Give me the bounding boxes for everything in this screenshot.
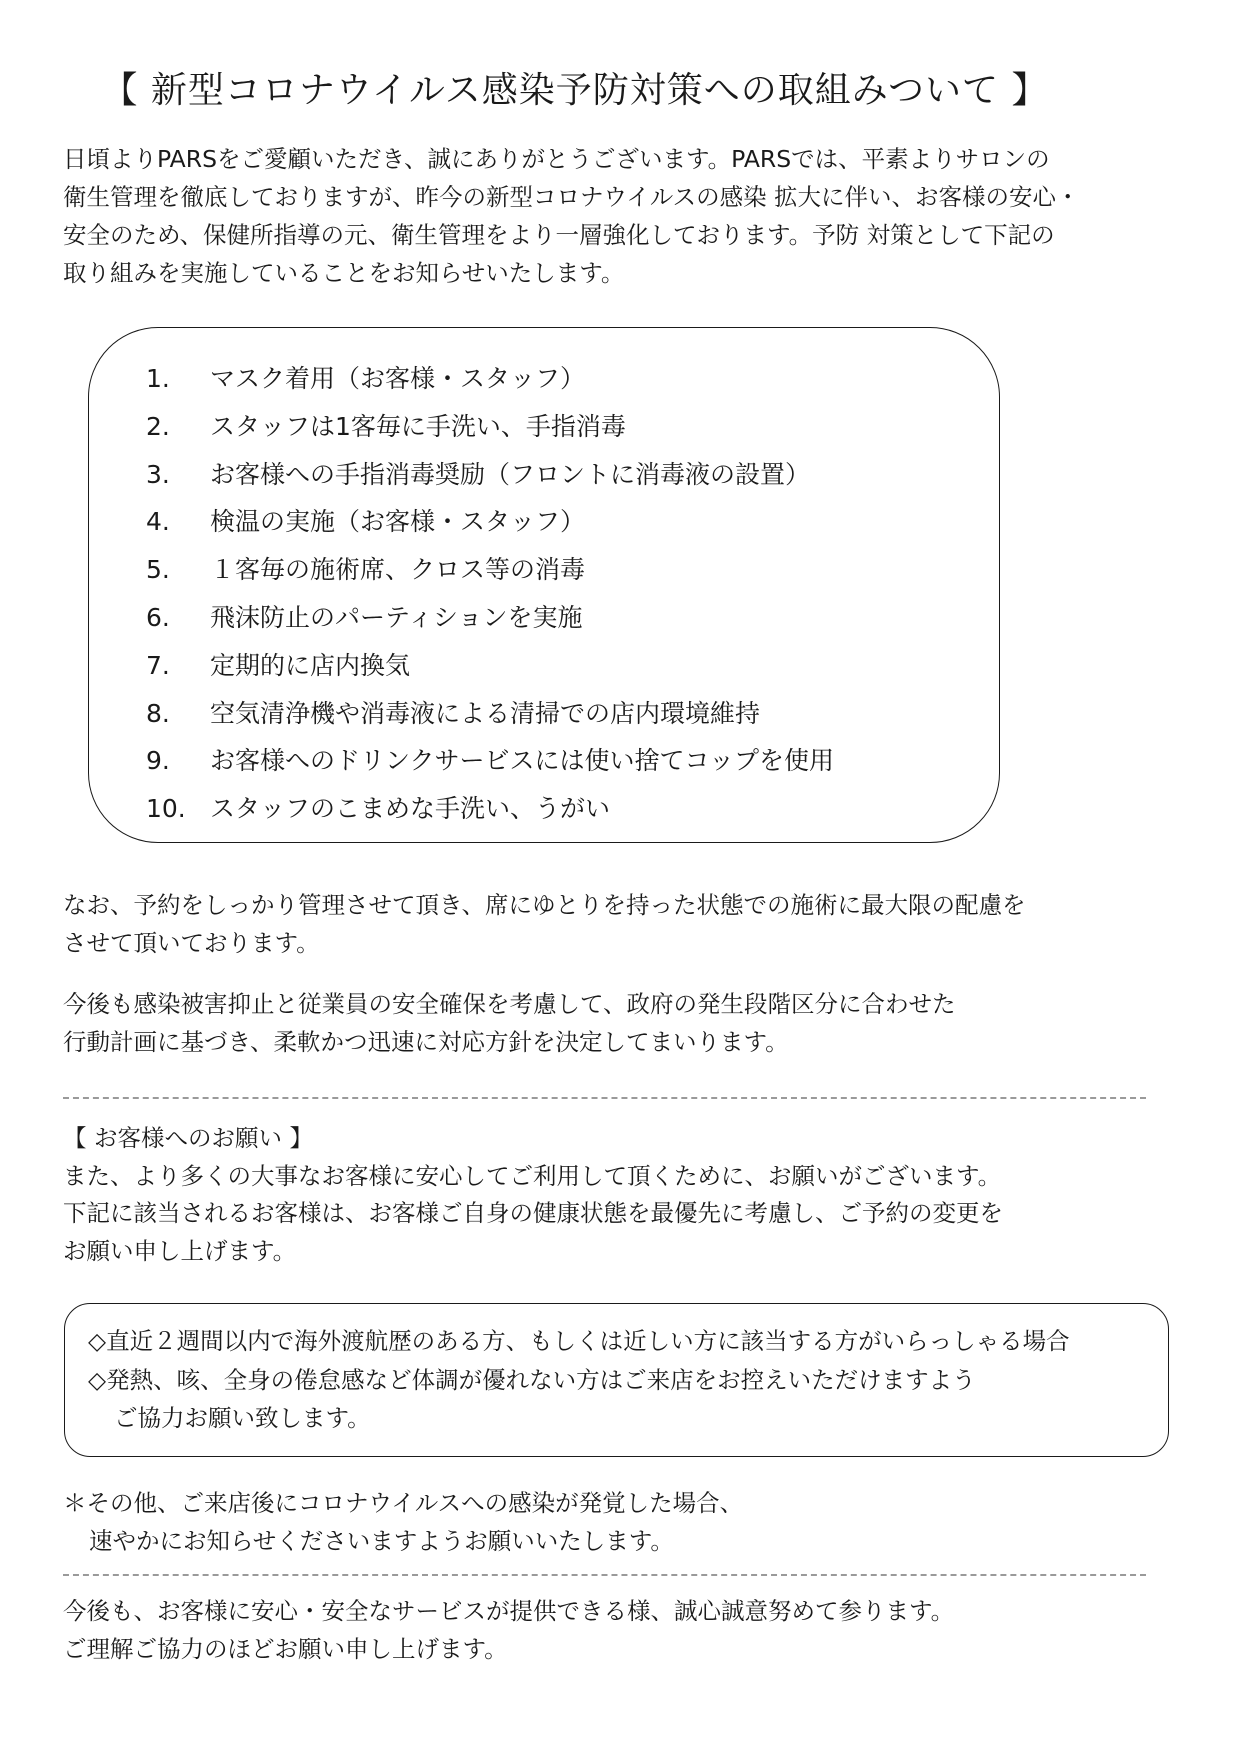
measure-number: 2. [146,411,170,441]
intro-line: 日頃よりPARSをご愛顧いただき、誠にありがとうございます。PARSでは、平素よりサロンの [63,145,1050,173]
measure-number: 10. [146,794,186,824]
request-line: お願い申し上げます。 [63,1236,297,1265]
measure-text: お客様へのドリンクサービスには使い捨てコップを使用 [210,746,835,776]
reservation-line: させて頂いております。 [63,929,320,958]
intro-line: 衛生管理を徹底しておりますが、昨今の新型コロナウイルスの感染 拡大に伴い、お客様の安心・ [63,183,1080,212]
request-heading: 【 お客様へのお願い 】 [63,1124,313,1152]
section-divider [63,1097,1146,1099]
measure-number: 7. [146,650,170,680]
measure-text: 飛沫防止のパーティションを実施 [210,602,583,632]
measure-text: マスク着用（お客様・スタッフ） [210,364,586,393]
measure-item [146,642,834,690]
intro-line: 取り組みを実施していることをお知らせいたします。 [63,259,625,288]
closing-paragraph [63,1592,954,1668]
measure-item [146,737,834,785]
infection-note [63,1484,743,1560]
request-line: また、より多くの大事なお客様に安心してご利用して頂くために、お願いがございます。 [63,1161,1002,1190]
measure-number: 9. [146,746,170,776]
measure-text: 空気清浄機や消毒液による清掃での店内環境維持 [210,698,761,728]
condition-line: ご協力お願い致します。 [114,1404,371,1432]
measure-number: 1. [146,364,170,393]
measure-item [146,594,834,642]
infection-line: ＊その他、ご来店後にコロナウイルスへの感染が発覚した場合、 [63,1489,744,1517]
request-section [63,1120,1003,1270]
measure-item [146,546,834,594]
policy-note [63,985,956,1061]
measure-text: スタッフのこまめな手洗い、うがい [210,794,611,824]
measure-number: 3. [146,459,170,489]
closing-line: ご理解ご協力のほどお願い申し上げます。 [63,1635,508,1664]
measure-item [146,498,834,546]
measure-number: 8. [146,698,170,728]
intro-paragraph [63,140,1080,292]
measure-text: １客毎の施術席、クロス等の消毒 [210,555,586,585]
measure-number: 5. [146,555,170,585]
policy-line: 行動計画に基づき、柔軟かつ迅速に対応方針を決定してまいります。 [63,1028,789,1057]
intro-line: 安全のため、保健所指導の元、衛生管理をより一層強化しております。予防 対策として下記の [63,221,1055,250]
measure-item [146,355,834,403]
page-title: 【 新型コロナウイルス感染予防対策への取組みついて 】 [101,70,1049,111]
conditions-list [88,1322,1070,1438]
measure-text: お客様への手指消毒奨励（フロントに消毒液の設置） [210,459,811,489]
policy-line: 今後も感染被害抑止と従業員の安全確保を考慮して、政府の発生段階区分に合わせた [63,990,956,1018]
measure-text: スタッフは1客毎に手洗い、手指消毒 [210,411,626,441]
closing-line: 今後も、お客様に安心・安全なサービスが提供できる様、誠心誠意努めて参ります。 [63,1597,955,1625]
measure-text: 検温の実施（お客様・スタッフ） [210,507,586,537]
reservation-note [63,886,1026,962]
condition-line: ◇直近２週間以内で海外渡航歴のある方、もしくは近しい方に該当する方がいらっしゃる場合 [88,1327,1070,1355]
measure-item [146,403,834,451]
infection-line: 速やかにお知らせくださいますようお願いいたします。 [89,1527,674,1556]
request-line: 下記に該当されるお客様は、お客様ご自身の健康状態を最優先に考慮し、ご予約の変更を [63,1199,1003,1228]
measure-number: 6. [146,602,170,632]
measure-number: 4. [146,507,170,537]
condition-line: ◇発熱、咳、全身の倦怠感など体調が優れない方はご来店をお控えいただけますよう [88,1365,976,1394]
measure-text: 定期的に店内換気 [210,650,411,680]
measure-item [146,451,834,499]
section-divider [63,1574,1146,1576]
measure-item [146,785,834,833]
reservation-line: なお、予約をしっかり管理させて頂き、席にゆとりを持った状態での施術に最大限の配慮を [63,891,1026,919]
measures-list [146,355,834,833]
measure-item [146,690,834,738]
